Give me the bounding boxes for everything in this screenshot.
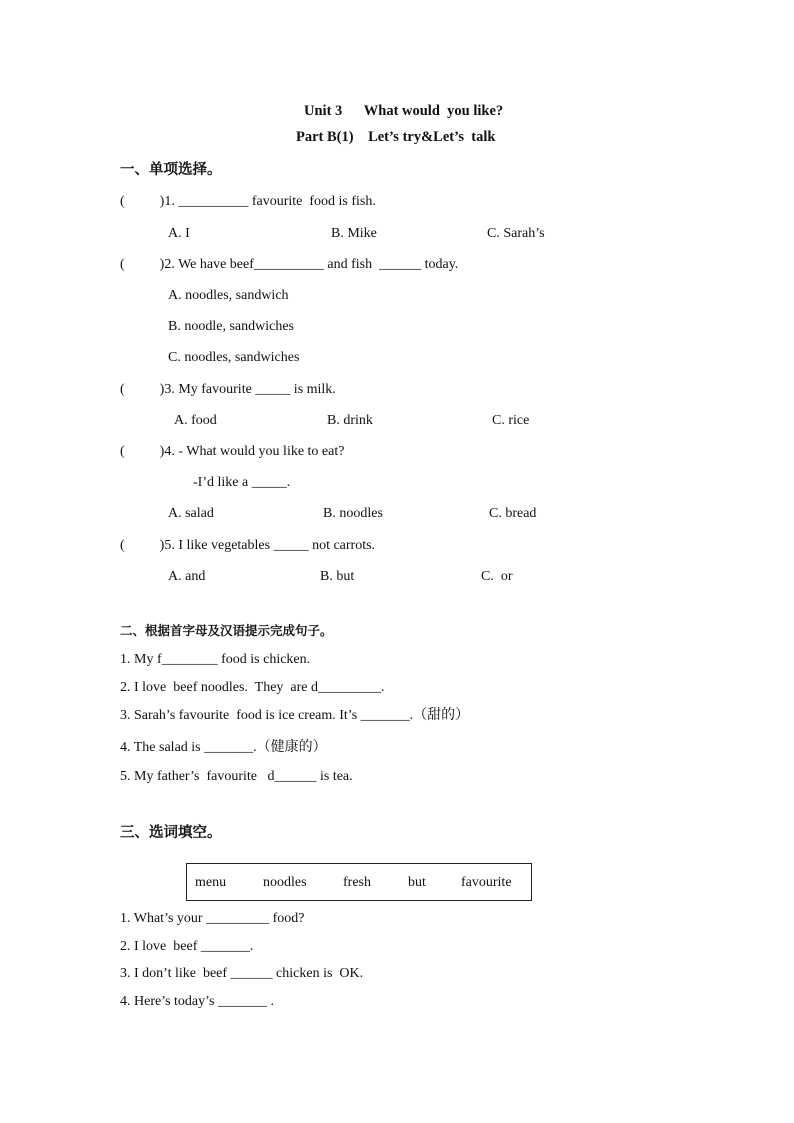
fill-in-item: 2. I love beef noodles. They are d_________. <box>120 680 385 695</box>
option: A. and <box>168 569 206 584</box>
fill-in-item: 3. I don’t like beef ______ chicken is OK. <box>120 966 364 981</box>
word-bank <box>186 863 532 901</box>
question-stem: ( )4. - What would you like to eat? <box>120 444 345 459</box>
option: A. salad <box>168 506 214 521</box>
option: B. Mike <box>331 226 377 241</box>
fill-in-item: 2. I love beef _______. <box>120 939 254 954</box>
option: C. rice <box>492 413 530 428</box>
question-stem: ( )1. __________ favourite food is fish. <box>120 194 376 209</box>
option: C. noodles, sandwiches <box>168 350 300 365</box>
question-stem-response: -I’d like a _____. <box>193 475 291 490</box>
option: B. drink <box>327 413 373 428</box>
option: A. I <box>168 226 190 241</box>
option: A. food <box>174 413 217 428</box>
fill-in-item: 5. My father’s favourite d______ is tea. <box>120 769 353 784</box>
option: B. noodle, sandwiches <box>168 319 294 334</box>
option: B. noodles <box>323 506 383 521</box>
word-bank-item: but <box>408 875 426 890</box>
option: C. bread <box>489 506 537 521</box>
page-title: Unit 3 What would you like? <box>304 103 504 119</box>
fill-in-item: 4. The salad is _______.（健康的） <box>120 740 327 755</box>
section-heading: 二、根据首字母及汉语提示完成句子。 <box>120 623 333 638</box>
word-bank-item: noodles <box>263 875 307 890</box>
fill-in-item: 1. What’s your _________ food? <box>120 911 305 926</box>
word-bank-item: favourite <box>461 875 512 890</box>
question-stem: ( )3. My favourite _____ is milk. <box>120 382 336 397</box>
option: B. but <box>320 569 355 584</box>
question-stem: ( )2. We have beef__________ and fish ______ today. <box>120 257 459 272</box>
word-bank-item: menu <box>195 875 227 890</box>
fill-in-item: 1. My f________ food is chicken. <box>120 652 311 667</box>
section-heading: 三、选词填空。 <box>120 825 222 841</box>
option: A. noodles, sandwich <box>168 288 289 303</box>
word-bank-item: fresh <box>343 875 371 890</box>
section-heading: 一、单项选择。 <box>120 162 222 178</box>
option: C. or <box>481 569 513 584</box>
fill-in-item: 3. Sarah’s favourite food is ice cream. It’s _______.（甜的） <box>120 708 470 723</box>
page-subtitle: Part B(1) Let’s try&Let’s talk <box>296 129 496 145</box>
fill-in-item: 4. Here’s today’s _______ . <box>120 994 274 1009</box>
option: C. Sarah’s <box>487 226 545 241</box>
question-stem: ( )5. I like vegetables _____ not carrots. <box>120 538 376 553</box>
